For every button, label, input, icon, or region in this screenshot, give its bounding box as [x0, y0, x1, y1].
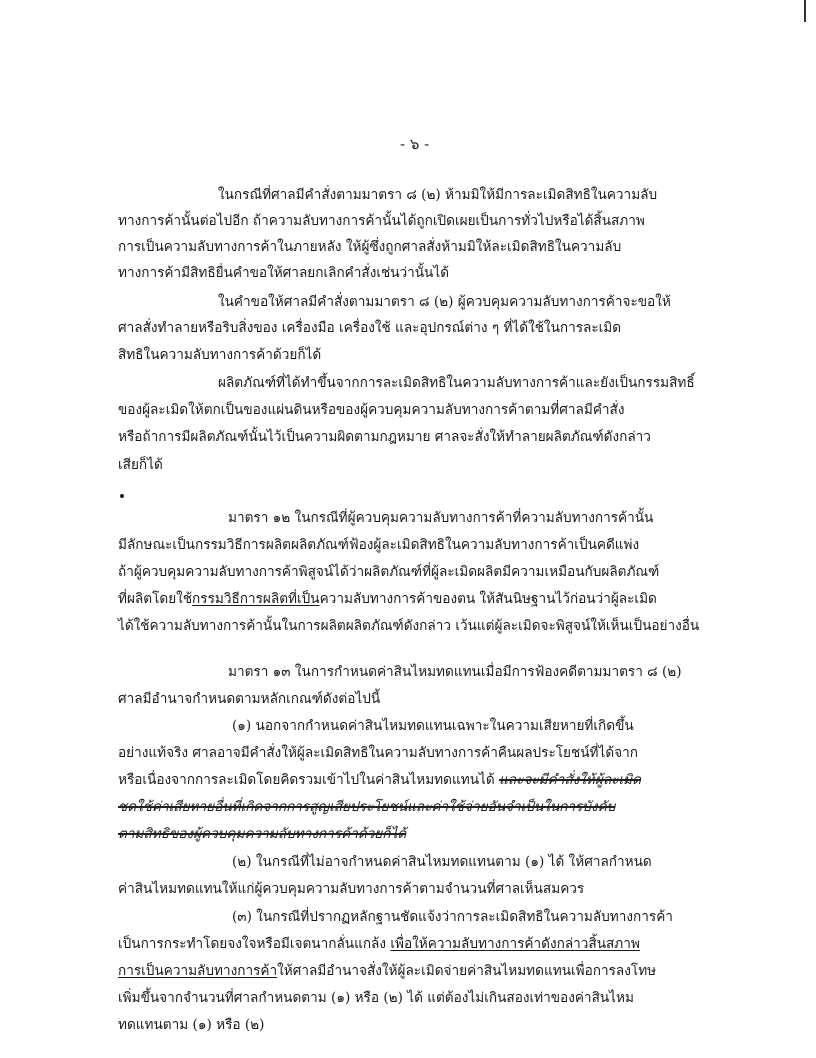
s13-item1-line-2: อย่างแท้จริง ศาลอาจมีคำสั่งให้ผู้ละเมิดสิทธิในความลับทางการค้าคืนผลประโยชน์ที่ได้จาก: [118, 745, 638, 761]
s13-item2-line-2: ค่าสินไหมทดแทนให้แก่ผู้ควบคุมความลับทางการค้าตามจำนวนที่ศาลเห็นสมควร: [118, 881, 585, 897]
s13-item3-line-1: (๓) ในกรณีที่ปรากฏหลักฐานชัดแจ้งว่าการละเมิดสิทธิในความลับทางการค้า: [232, 909, 673, 925]
p1-line-2: ทางการค้านั้นต่อไปอีก ถ้าความลับทางการค้านั้นได้ถูกเปิดเผยเป็นการทั่วไปหรือได้สิ้นสภาพ: [118, 213, 645, 229]
section-12-line-4: [118, 589, 657, 609]
scan-edge-mark: [804, 0, 806, 22]
p1-line-3: การเป็นความลับทางการค้าในภายหลัง ให้ผู้ซึ่งถูกศาลสั่งห้ามมิให้ละเมิดสิทธิในความลับ: [118, 239, 622, 255]
s13-item1-line-3-pre: หรือเนื่องจากการละเมิดโดยคิดรวมเข้าไปในค่าสินไหมทดแทนได้: [118, 772, 495, 788]
section-12-line-1: มาตรา ๑๒ ในกรณีที่ผู้ควบคุมความลับทางการค้าที่ความลับทางการค้านั้น: [228, 510, 654, 526]
s13-item3-line-4: เพิ่มขึ้นจากจำนวนที่ศาลกำหนดตาม (๑) หรือ (๒) ได้ แต่ต้องไม่เกินสองเท่าของค่าสินไหม: [118, 990, 634, 1006]
stray-mark: [120, 494, 124, 498]
s12-line-4-post: ความลับทางการค้าของตน ให้สันนิษฐานไว้ก่อนว่าผู้ละเมิด: [319, 591, 657, 607]
p1-line-1: ในกรณีที่ศาลมีคำสั่งตามมาตรา ๘ (๒) ห้ามมิให้มีการละเมิดสิทธิในความลับ: [218, 187, 658, 203]
s12-line-4-pre: ที่ผลิตโดยใช้: [118, 591, 193, 607]
p2-line-1: ในคำขอให้ศาลมีคำสั่งตามมาตรา ๘ (๒) ผู้ควบคุมความลับทางการค้าจะขอให้: [218, 294, 671, 310]
s13-item1-line-4-struck: ชดใช้ค่าเสียหายอื่นที่เกิดจากการสูญเสียประโยชน์และค่าใช้จ่ายอันจำเป็นในการบังคับ: [118, 799, 616, 815]
page-number: - ๖ -: [400, 135, 430, 153]
section-12-line-3: ถ้าผู้ควบคุมความลับทางการค้าพิสูจน์ได้ว่าผลิตภัณฑ์ที่ผู้ละเมิดผลิตมีความเหมือนกับผลิตภัณฑ์: [118, 564, 660, 580]
p1-line-4: ทางการค้ามีสิทธิยื่นคำขอให้ศาลยกเลิกคำสั่งเช่นว่านั้นได้: [118, 265, 450, 281]
s12-underlined-phrase: กรรมวิธีการผลิตที่เป็น: [192, 591, 320, 607]
s13-item3-line-2: [118, 934, 640, 954]
s13-underlined-phrase-1: เพื่อให้ความลับทางการค้าดังกล่าวสิ้นสภาพ: [390, 936, 640, 952]
s13-item2-line-1: (๒) ในกรณีที่ไม่อาจกำหนดค่าสินไหมทดแทนตาม (๑) ได้ ให้ศาลกำหนด: [232, 854, 652, 870]
s13-item1-line-5-struck: ตามสิทธิของผู้ควบคุมความลับทางการค้าด้วยก็ได้: [118, 826, 407, 842]
s13-underlined-phrase-2: การเป็นความลับทางการค้า: [118, 963, 278, 979]
p3-line-3: หรือถ้าการมีผลิตภัณฑ์นั้นไว้เป็นความผิดตามกฎหมาย ศาลจะสั่งให้ทำลายผลิตภัณฑ์ดังกล่าว: [118, 429, 651, 445]
s13-item3-line-3: [118, 961, 656, 981]
s13-item1-line-3: [118, 770, 641, 790]
section-13-line-1: มาตรา ๑๓ ในการกำหนดค่าสินไหมทดแทนเมื่อมีการฟ้องคดีตามมาตรา ๘ (๒): [228, 664, 682, 680]
section-13-line-2: ศาลมีอำนาจกำหนดตามหลักเกณฑ์ดังต่อไปนี้: [118, 691, 381, 707]
s13-item1-line-1: (๑) นอกจากกำหนดค่าสินไหมทดแทนเฉพาะในความเสียหายที่เกิดขึ้น: [232, 718, 634, 734]
s13-item3-line-5: ทดแทนตาม (๑) หรือ (๒): [118, 1017, 265, 1033]
section-12-line-2: มีลักษณะเป็นกรรมวิธีการผลิตผลิตภัณฑ์ฟ้องผู้ละเมิดสิทธิในความลับทางการค้าเป็นคดีแพ่ง: [118, 537, 640, 553]
s13-item3-line-3-post: ให้ศาลมีอำนาจสั่งให้ผู้ละเมิดจ่ายค่าสินไหมทดแทนเพื่อการลงโทษ: [277, 963, 657, 979]
struck-text: และจะมีคำสั่งให้ผู้ละเมิด: [498, 772, 641, 788]
p2-line-2: ศาลสั่งทำลายหรือริบสิ่งของ เครื่องมือ เครื่องใช้ และอุปกรณ์ต่าง ๆ ที่ได้ใช้ในการละเมิด: [118, 320, 622, 336]
p3-line-1: ผลิตภัณฑ์ที่ได้ทำขึ้นจากการละเมิดสิทธิในความลับทางการค้าและยังเป็นกรรมสิทธิ์: [218, 375, 695, 391]
p3-line-4: เสียก็ได้: [118, 457, 163, 473]
section-12-line-5: ได้ใช้ความลับทางการค้านั้นในการผลิตผลิตภัณฑ์ดังกล่าว เว้นแต่ผู้ละเมิดจะพิสูจน์ให้เห็นเป็นอย่างอื่น: [118, 618, 700, 634]
s13-item3-line-2-pre: เป็นการกระทำโดยจงใจหรือมีเจตนากลั่นแกล้ง: [118, 936, 387, 952]
p2-line-3: สิทธิในความลับทางการค้าด้วยก็ได้: [118, 347, 322, 363]
p3-line-2: ของผู้ละเมิดให้ตกเป็นของแผ่นดินหรือของผู้ควบคุมความลับทางการค้าตามที่ศาลมีคำสั่ง: [118, 402, 625, 418]
